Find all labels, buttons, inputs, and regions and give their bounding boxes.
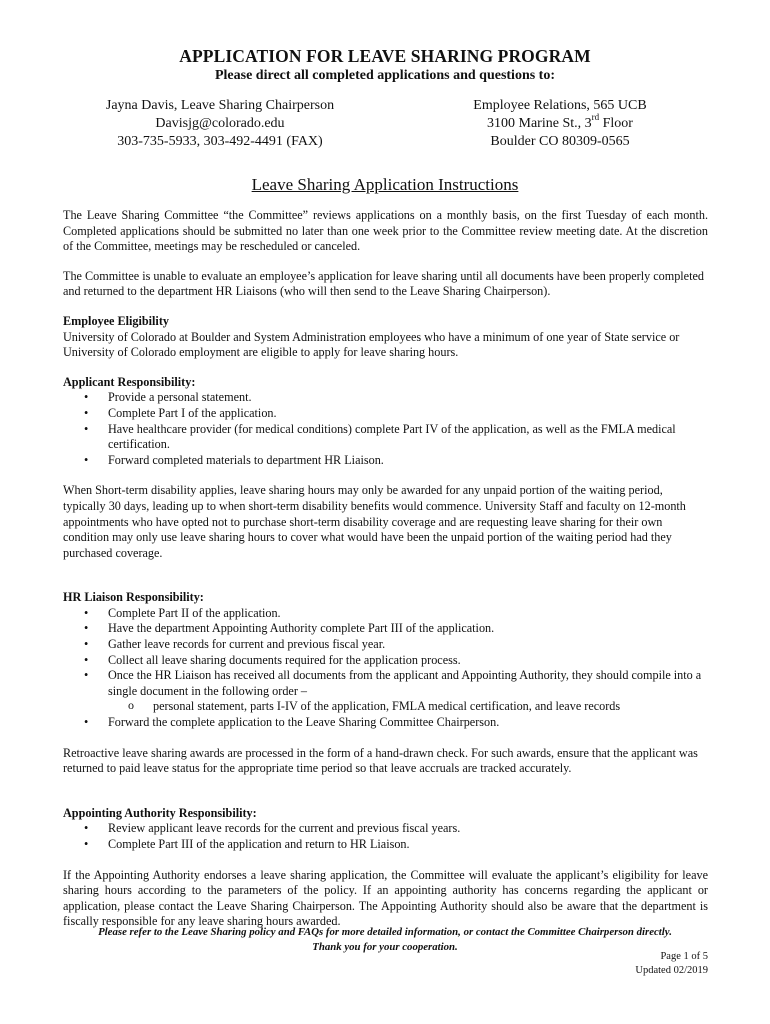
list-item: • Forward the complete application to the Leave Sharing Committee Chairperson. xyxy=(108,715,708,731)
page-info xyxy=(635,950,708,978)
page-title: APPLICATION FOR LEAVE SHARING PROGRAM xyxy=(179,46,591,66)
list-item: • Have the department Appointing Authority complete Part III of the application. xyxy=(108,621,708,637)
list-item xyxy=(108,668,708,715)
address-line-1: Employee Relations, 565 UCB xyxy=(473,98,647,113)
eligibility-text: University of Colorado at Boulder and System Administration employees who have a minimum of one year of State service or University of Colorado employment are eligible to apply for leave sharing hours. xyxy=(63,329,680,360)
sub-list-item: o personal statement, parts I-IV of the application, FMLA medical certification, and leave records xyxy=(153,699,708,715)
chairperson-name: Jayna Davis, Leave Sharing Chairperson xyxy=(105,98,335,113)
chairperson-email: Davisjg@colorado.edu xyxy=(155,116,285,131)
page-number: Page 1 of 5 xyxy=(660,951,708,962)
document-order-sublist xyxy=(108,699,708,715)
list-item: • Review applicant leave records for the current and previous fiscal years. xyxy=(108,821,708,837)
appointing-authority-list xyxy=(63,821,708,852)
list-item: • Complete Part I of the application. xyxy=(108,406,708,422)
employee-relations-address xyxy=(415,97,705,151)
list-item: • Have healthcare provider (for medical conditions) complete Part IV of the application, as well as the FMLA medical certification. xyxy=(108,422,708,453)
address-line-2 xyxy=(415,112,705,133)
list-item: • Complete Part III of the application and return to HR Liaison. xyxy=(108,837,708,853)
list-item: • Collect all leave sharing documents required for the application process. xyxy=(108,653,708,669)
address-line-3: Boulder CO 80309-0565 xyxy=(490,134,630,149)
address-floor-label: Floor xyxy=(599,116,633,131)
applicant-list xyxy=(63,390,708,468)
intro-paragraph-2: The Committee is unable to evaluate an employee’s application for leave sharing until all documents have been properly completed and returned to the department HR Liaisons (who will then send to the Leave Sharing Chairperson). xyxy=(63,268,704,299)
appointing-authority-heading: Appointing Authority Responsibility: xyxy=(63,805,257,820)
list-item-text: Once the HR Liaison has received all documents from the applicant and Appointing Authority, they should compile into a single document in the following order – xyxy=(108,668,702,698)
endorsement-paragraph: If the Appointing Authority endorses a leave sharing application, the Committee will evaluate the applicant’s eligibility for leave sharing hours according to the parameters of the policy. If an appointing authority has concerns regarding the applicant or application, please contact the Leave Sharing Chairperson. The Appointing Authority should also be aware that the department is fiscally responsible for any leave sharing hours awarded. xyxy=(63,867,708,929)
footer-line-1: Please refer to the Leave Sharing policy and FAQs for more detailed information, or contact the Committee Chairperson directly. xyxy=(98,926,672,938)
retroactive-paragraph: Retroactive leave sharing awards are processed in the form of a hand-drawn check. For such awards, ensure that the applicant was returned to paid leave status for the appropriate time period so that leave accruals are tracked accurately. xyxy=(63,745,698,776)
instructions-body xyxy=(63,208,708,930)
chairperson-phone: 303-735-5933, 303-492-4491 (FAX) xyxy=(117,134,323,149)
address-floor-ordinal: rd xyxy=(591,112,600,123)
hr-liaison-list xyxy=(63,606,708,731)
page-subtitle: Please direct all completed applications and questions to: xyxy=(214,68,556,83)
list-item: • Forward completed materials to department HR Liaison. xyxy=(108,453,708,469)
list-item: • Gather leave records for current and previous fiscal year. xyxy=(108,637,708,653)
instructions-heading: Leave Sharing Application Instructions xyxy=(251,175,519,194)
eligibility-heading: Employee Eligibility xyxy=(63,313,169,328)
list-item: • Complete Part II of the application. xyxy=(108,606,708,622)
chairperson-contact xyxy=(60,97,380,151)
address-street: 3100 Marine St., 3 xyxy=(487,116,592,131)
list-item: • Provide a personal statement. xyxy=(108,390,708,406)
applicant-heading: Applicant Responsibility: xyxy=(63,374,196,389)
footer-line-2: Thank you for your cooperation. xyxy=(312,941,458,953)
short-term-disability-paragraph: When Short-term disability applies, leave sharing hours may only be awarded for any unpaid portion of the waiting period, typically 30 days, leading up to when short-term disability benefits would commence. University Staff and faculty on 12-month appointments who have opted not to purchase short-term disability coverage and are requesting leave sharing for their own condition may only use leave sharing hours to cover what would have been the unpaid portion of the waiting period had they purchased coverage. xyxy=(63,483,686,560)
intro-paragraph-1: The Leave Sharing Committee “the Committee” reviews applications on a monthly basis, on the first Tuesday of each month. Completed applications should be submitted no later than one week prior to the Committee review meeting date. At the discretion of the Committee, meetings may be rescheduled or canceled. xyxy=(63,208,708,254)
hr-liaison-heading: HR Liaison Responsibility: xyxy=(63,590,204,605)
updated-date: Updated 02/2019 xyxy=(635,965,708,976)
